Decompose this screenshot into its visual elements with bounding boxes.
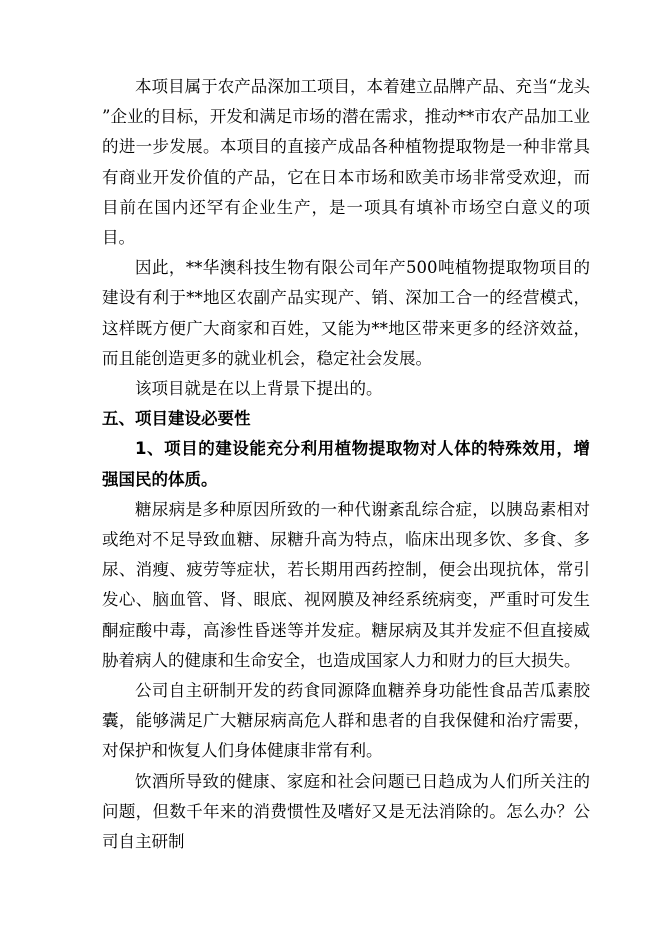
paragraph-diabetes: 糖尿病是多种原因所致的一种代谢紊乱综合症，以胰岛素相对或绝对不足导致血糖、尿糖升高为特点，临床出现多饮、多食、多尿、消瘦、疲劳等症状，若长期用西药控制，便会出现抗体，常引发心、脑血管、肾、眼底、视网膜及神经系统病变，严重时可发生酮症酸中毒，高渗性昏迷等并发症。糖尿病及其并发症不但直接威胁着病人的健康和生命安全，也造成国家人力和财力的巨大损失。 xyxy=(102,499,590,670)
section-heading-necessity: 五、项目建设必要性 xyxy=(102,409,251,429)
document-page xyxy=(102,72,590,857)
paragraph-alcohol: 饮酒所导致的健康、家庭和社会问题已日趋成为人们所关注的问题，但数千年来的消费惯性及嗜好又是无法消除的。怎么办？公司自主研制 xyxy=(102,771,590,852)
subsection-heading-health: 1、项目的建设能充分利用植物提取物对人体的特殊效用，增强国民的体质。 xyxy=(102,439,590,489)
paragraph-project-benefits: 因此，**华澳科技生物有限公司年产500吨植物提取物项目的建设有利于**地区农副产品实现产、销、深加工合一的经营模式，这样既方便广大商家和百姓，又能为**地区带来更多的经济效益，而且能创造更多的就业机会，稳定社会发展。 xyxy=(102,258,590,368)
paragraph-background-summary: 该项目就是在以上背景下提出的。 xyxy=(135,379,383,399)
paragraph-bitter-melon-capsule: 公司自主研制开发的药食同源降血糖养身功能性食品苦瓜素胶囊，能够满足广大糖尿病高危人群和患者的自我保健和治疗需要，对保护和恢复人们身体健康非常有利。 xyxy=(102,681,590,761)
paragraph-project-overview: 本项目属于农产品深加工项目，本着建立品牌产品、充当“龙头 ”企业的目标，开发和满足市场的潜在需求，推动**市农产品加工业的进一步发展。本项目的直接产成品各种植物提取物是一种非常具有商业开发价值的产品，它在日本市场和欧美市场非常受欢迎，而目前在国内还罕有企业生产，是一项具有填补市场空白意义的项目。 xyxy=(102,77,590,248)
